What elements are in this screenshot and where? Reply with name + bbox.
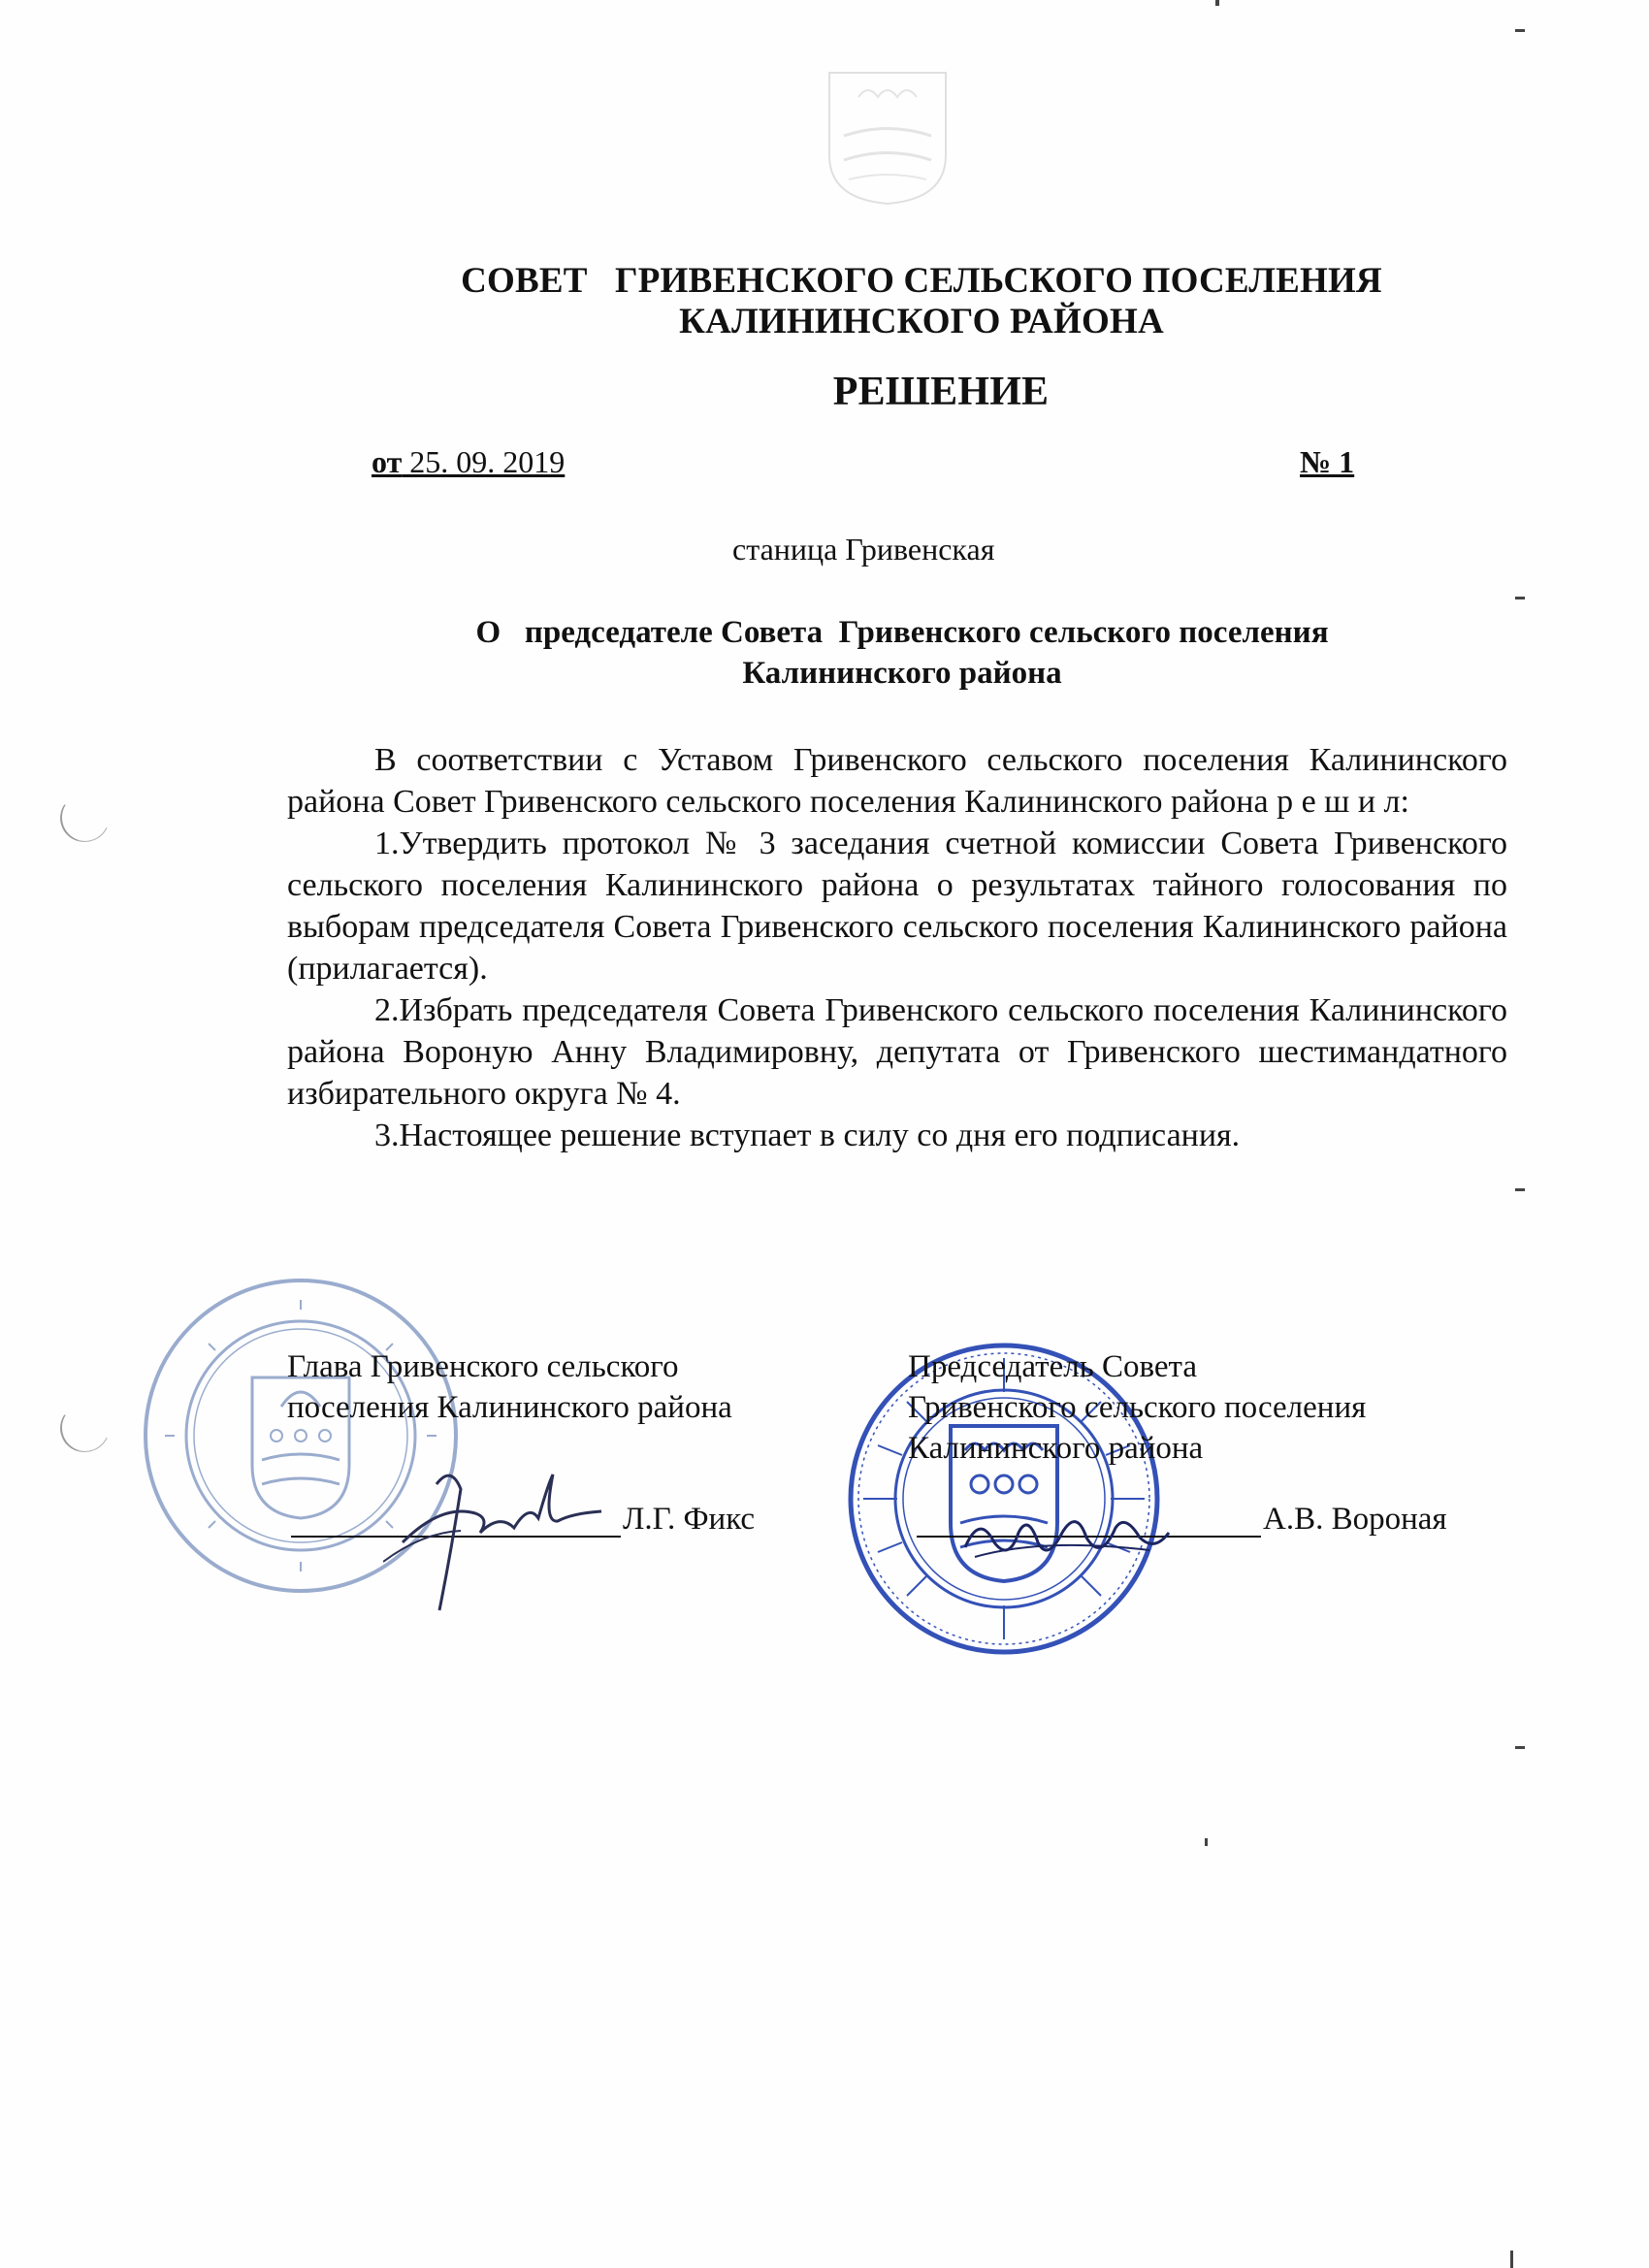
date-value: 25. 09. 2019 [402,444,566,479]
signature-block-chairman [908,1346,1366,1469]
chairman-position-line1: Председатель Совета [908,1349,1198,1384]
date-prefix: от [372,444,403,479]
chairman-position-line3: Калининского района [908,1431,1204,1466]
scan-speck [1515,29,1525,32]
document-type-heading: РЕШЕНИЕ [832,370,1050,414]
head-handwritten-signature [383,1445,606,1639]
chairman-position-line2: Гривенского сельского поселения [908,1390,1367,1425]
document-number: № 1 [1300,444,1355,479]
coat-of-arms-emblem [820,63,955,209]
signature-block-head [287,1346,732,1428]
punch-hole-mark [53,787,116,849]
punch-hole-mark [53,1397,116,1459]
scan-speck [1515,1188,1525,1191]
district-name: КАЛИНИНСКОГО РАЙОНА [679,302,1164,341]
body-paragraph-item-2: 2.Избрать председателя Совета Гривенского сельского поселения Калининского района Вороную Анну Владимировну, депутата от Гривенского шестимандатного избирательного округа № 4. [287,992,1507,1112]
chairman-handwritten-signature [955,1494,1179,1581]
decision-title-line1: О председателе Совета Гривенского сельского поселения [475,615,1329,650]
document-date [372,444,565,480]
scan-speck [1205,1838,1208,1846]
head-position-line2: поселения Калининского района [287,1390,732,1425]
scan-speck [1215,0,1219,6]
body-paragraph-preamble: В соответствии с Уставом Гривенского сельского поселения Калининского района Совет Гривенского сельского поселения Калининского района р е ш и л: [287,742,1507,820]
decision-body [287,739,1507,1156]
decision-title-line2: Калининского района [742,656,1062,691]
body-paragraph-item-1: 1.Утвердить протокол № 3 заседания счетной комиссии Совета Гривенского сельского поселения Калининского района о результатах тайного голосования по выборам председателя Совета Гривенского сельского поселения Калининского района (прилагается). [287,826,1507,987]
head-position-line1: Глава Гривенского сельского [287,1349,679,1384]
body-paragraph-item-3: 3.Настоящее решение вступает в силу со дня его подписания. [374,1118,1241,1153]
scan-speck [1515,597,1525,599]
chairman-name: А.В. Вороная [1263,1502,1447,1537]
document-place: станица Гривенская [732,532,995,567]
council-name: СОВЕТ ГРИВЕНСКОГО СЕЛЬСКОГО ПОСЕЛЕНИЯ [461,261,1382,301]
scan-speck [1515,1746,1525,1749]
scan-speck [1510,2251,1513,2268]
head-name: Л.Г. Фикс [623,1502,756,1537]
